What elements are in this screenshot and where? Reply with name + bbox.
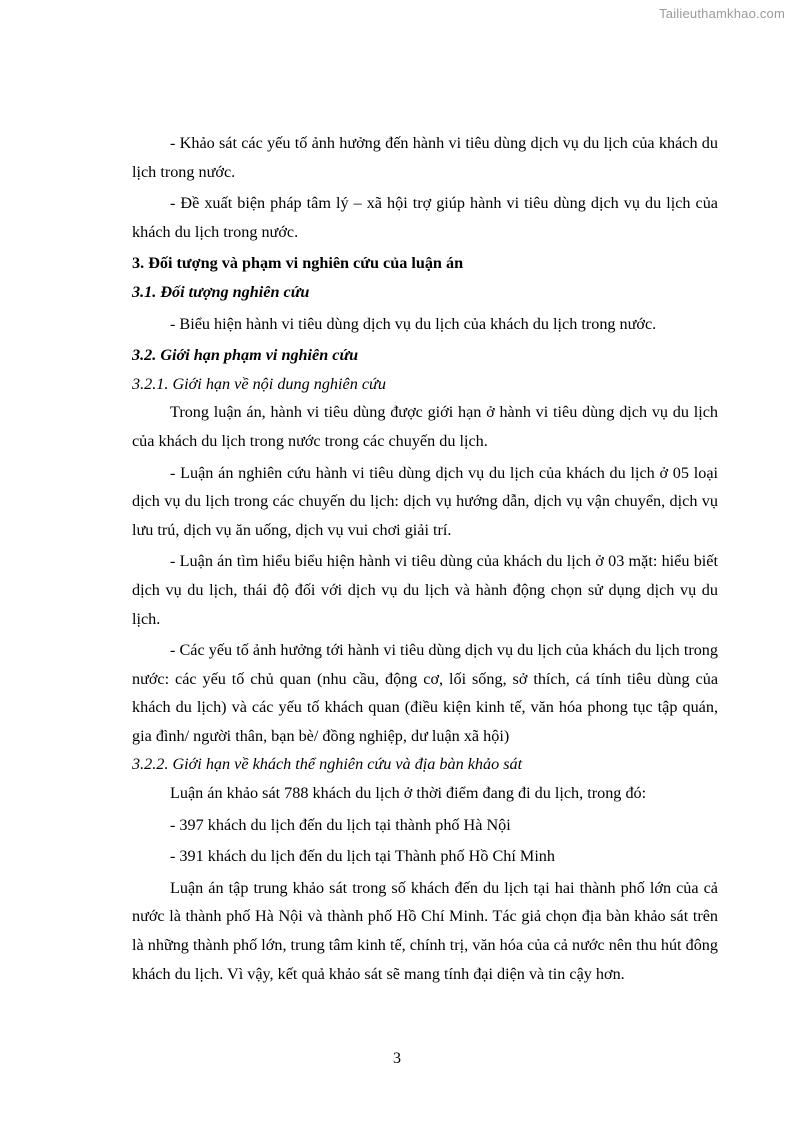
heading-section-3-1-number: 3.1	[132, 282, 153, 301]
heading-section-3-2: 3.2. Giới hạn phạm vi nghiên cứu	[132, 346, 359, 365]
paragraph-three-aspects: - Luận án tìm hiểu biểu hiện hành vi tiêu dùng của khách du lịch ở 03 mặt: hiểu biết dịch vụ du lịch, thái độ đối với dịch vụ du lịch và hành động chọn sử dụng dịch vụ du lịch.	[132, 552, 718, 628]
heading-section-3: 3. Đối tượng và phạm vi nghiên cứu của luận án	[132, 254, 464, 273]
paragraph-influencing-factors: - Các yếu tố ảnh hưởng tới hành vi tiêu dùng dịch vụ du lịch của khách du lịch trong nước: các yếu tố chủ quan (nhu cầu, động cơ, lối sống, sở thích, cá tính tiêu dùng của khách du lịch) và các yếu tố khách quan (điều kiện kinh tế, văn hóa phong tục tập quán, gia đình/ người thân, bạn bè/ đồng nghiệp, dư luận xã hội)	[132, 641, 718, 745]
list-item-hanoi: - 397 khách du lịch đến du lịch tại thành phố Hà Nội	[170, 815, 511, 834]
list-item-hcmc: - 391 khách du lịch đến du lịch tại Thành phố Hồ Chí Minh	[170, 847, 555, 866]
heading-section-3-1-text: . Đối tượng nghiên cứu	[152, 282, 310, 301]
heading-section-3-2-1: 3.2.1. Giới hạn về nội dung nghiên cứu	[132, 374, 386, 393]
paragraph-thesis-scope: Trong luận án, hành vi tiêu dùng được giới hạn ở hành vi tiêu dùng dịch vụ du lịch của khách du lịch trong nước trong các chuyến du lịch.	[132, 403, 718, 450]
paragraph-survey-count: Luận án khảo sát 788 khách du lịch ở thời điểm đang đi du lịch, trong đó:	[170, 784, 647, 803]
paragraph-propose-measures: - Đề xuất biện pháp tâm lý – xã hội trợ giúp hành vi tiêu dùng dịch vụ du lịch của khách du lịch trong nước.	[132, 194, 718, 241]
paragraph-five-services: - Luận án nghiên cứu hành vi tiêu dùng dịch vụ du lịch của khách du lịch ở 05 loại dịch vụ du lịch trong các chuyến du lịch: dịch vụ hướng dẫn, dịch vụ vận chuyển, dịch vụ lưu trú, dịch vụ ăn uống, dịch vụ vui chơi giải trí.	[132, 463, 718, 539]
page-number: 3	[393, 1050, 401, 1067]
watermark: Tailieuthamkhao.com	[659, 6, 785, 21]
paragraph-research-object: - Biểu hiện hành vi tiêu dùng dịch vụ du lịch của khách du lịch trong nước.	[170, 314, 657, 333]
heading-section-3-2-2: 3.2.2. Giới hạn về khách thể nghiên cứu và địa bàn khảo sát	[132, 755, 523, 774]
document-body	[132, 129, 718, 988]
paragraph-survey-location: Luận án tập trung khảo sát trong số khách đến du lịch tại hai thành phố lớn của cả nước là thành phố Hà Nội và thành phố Hồ Chí Minh. Tác giả chọn địa bàn khảo sát trên là những thành phố lớn, trung tâm kinh tế, chính trị, văn hóa của cả nước nên thu hút đông khách du lịch. Vì vậy, kết quả khảo sát sẽ mang tính đại diện và tin cậy hơn.	[132, 878, 718, 983]
heading-section-3-1	[132, 278, 718, 307]
paragraph-survey-factors: - Khảo sát các yếu tố ảnh hưởng đến hành vi tiêu dùng dịch vụ du lịch của khách du lịch trong nước.	[132, 134, 718, 181]
